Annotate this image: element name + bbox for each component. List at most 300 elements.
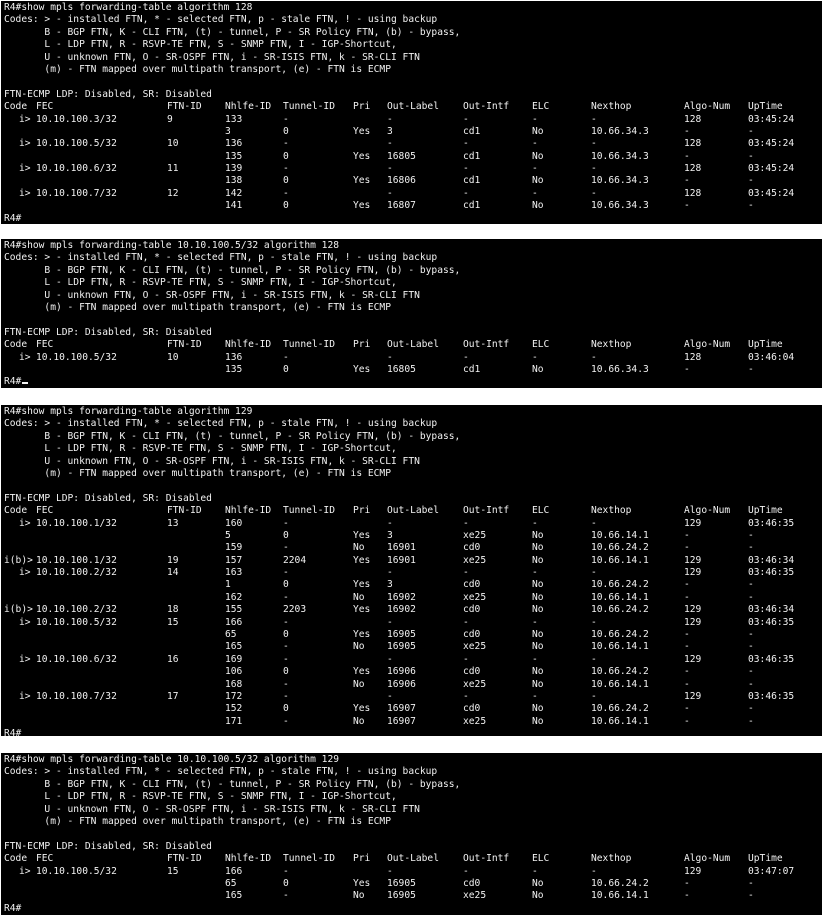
column-header: Nexthop bbox=[591, 505, 632, 517]
table-cell: - bbox=[748, 175, 754, 187]
table-cell: No bbox=[353, 591, 365, 603]
table-cell: 0 bbox=[283, 150, 289, 162]
table-row bbox=[4, 114, 819, 126]
table-row bbox=[4, 138, 819, 150]
codes-legend-line: U - unknown FTN, O - SR-OSPF FTN, i - SR-ISIS FTN, k - SR-CLI FTN bbox=[4, 803, 420, 815]
table-cell: - bbox=[684, 877, 690, 889]
codes-legend-line: (m) - FTN mapped over multipath transport, (e) - FTN is ECMP bbox=[4, 301, 391, 313]
table-cell: - bbox=[684, 715, 690, 727]
column-header: Tunnel-ID bbox=[283, 339, 335, 351]
table-cell: i> bbox=[19, 517, 31, 529]
column-header: Nhlfe-ID bbox=[225, 101, 272, 113]
table-cell: - bbox=[748, 200, 754, 212]
column-header: Tunnel-ID bbox=[283, 101, 335, 113]
table-cell: No bbox=[532, 363, 544, 375]
column-header: FEC bbox=[36, 853, 54, 865]
table-cell: - bbox=[283, 715, 289, 727]
table-cell: cd1 bbox=[463, 200, 481, 212]
prompt-line bbox=[4, 376, 819, 388]
table-cell: 0 bbox=[283, 363, 289, 375]
table-row bbox=[4, 866, 819, 878]
table-cell: 10.66.24.2 bbox=[591, 579, 649, 591]
table-cell: 106 bbox=[225, 666, 243, 678]
column-header: Out-Intf bbox=[463, 505, 510, 517]
codes-legend-line: (m) - FTN mapped over multipath transport, (e) - FTN is ECMP bbox=[4, 467, 391, 479]
table-cell: 03:45:24 bbox=[748, 163, 795, 175]
table-cell: Yes bbox=[353, 703, 371, 715]
table-cell: No bbox=[532, 542, 544, 554]
table-cell: No bbox=[532, 579, 544, 591]
ecmp-status-line: FTN-ECMP LDP: Disabled, SR: Disabled bbox=[4, 492, 212, 504]
table-cell: xe25 bbox=[463, 554, 487, 566]
column-header: FTN-ID bbox=[167, 853, 202, 865]
table-cell: - bbox=[532, 187, 538, 199]
table-row bbox=[4, 530, 819, 542]
table-cell: - bbox=[591, 567, 597, 579]
table-cell: 10.10.100.1/32 bbox=[36, 517, 117, 529]
table-cell: - bbox=[684, 529, 690, 541]
column-header: FEC bbox=[36, 505, 54, 517]
table-cell: 10.66.14.1 bbox=[591, 678, 649, 690]
table-cell: - bbox=[684, 200, 690, 212]
table-cell: 03:46:35 bbox=[748, 690, 795, 702]
column-header: Algo-Num bbox=[684, 101, 731, 113]
table-cell: 19 bbox=[167, 554, 179, 566]
table-cell: No bbox=[532, 554, 544, 566]
table-cell: No bbox=[532, 877, 544, 889]
table-cell: xe25 bbox=[463, 890, 487, 902]
table-cell: - bbox=[463, 163, 469, 175]
terminal-panel-algo-129[interactable] bbox=[1, 405, 822, 736]
table-row bbox=[4, 555, 819, 567]
column-header: ELC bbox=[532, 853, 550, 865]
table-cell: 0 bbox=[283, 703, 289, 715]
table-cell: i> bbox=[19, 865, 31, 877]
table-cell: 15 bbox=[167, 865, 179, 877]
table-cell: - bbox=[283, 616, 289, 628]
table-cell: 135 bbox=[225, 363, 243, 375]
column-header: FTN-ID bbox=[167, 339, 202, 351]
table-cell: - bbox=[684, 125, 690, 137]
table-header bbox=[4, 853, 819, 865]
table-cell: i> bbox=[19, 163, 31, 175]
codes-legend-line: B - BGP FTN, K - CLI FTN, (t) - tunnel, P - SR Policy FTN, (b) - bypass, bbox=[4, 778, 461, 790]
table-cell: Yes bbox=[353, 554, 371, 566]
table-row bbox=[4, 654, 819, 666]
table-cell: 10.66.14.1 bbox=[591, 641, 649, 653]
table-cell: No bbox=[353, 542, 365, 554]
table-cell: 9 bbox=[167, 113, 173, 125]
table-cell: Yes bbox=[353, 200, 371, 212]
table-cell: 138 bbox=[225, 175, 243, 187]
table-cell: - bbox=[684, 641, 690, 653]
codes-legend-line: B - BGP FTN, K - CLI FTN, (t) - tunnel, P - SR Policy FTN, (b) - bypass, bbox=[4, 430, 461, 442]
table-cell: 16905 bbox=[387, 877, 416, 889]
table-cell: 0 bbox=[283, 877, 289, 889]
table-cell: 10.10.100.2/32 bbox=[36, 604, 117, 616]
blank-line bbox=[4, 314, 819, 326]
codes-legend-line: Codes: > - installed FTN, * - selected FTN, p - stale FTN, ! - using backup bbox=[4, 418, 438, 430]
table-cell: cd0 bbox=[463, 542, 481, 554]
table-cell: 03:46:35 bbox=[748, 616, 795, 628]
table-cell: 16902 bbox=[387, 604, 416, 616]
codes-legend-line: U - unknown FTN, O - SR-OSPF FTN, i - SR-ISIS FTN, k - SR-CLI FTN bbox=[4, 289, 420, 301]
table-cell: - bbox=[684, 703, 690, 715]
prompt: R4# bbox=[4, 728, 22, 736]
column-header: Pri bbox=[353, 505, 371, 517]
table-cell: No bbox=[353, 641, 365, 653]
table-cell: 157 bbox=[225, 554, 243, 566]
prompt-line bbox=[4, 728, 819, 736]
column-header: Out-Label bbox=[387, 101, 439, 113]
table-cell: 03:46:34 bbox=[748, 554, 795, 566]
table-cell: 10.10.100.5/32 bbox=[36, 351, 117, 363]
table-cell: 16907 bbox=[387, 715, 416, 727]
table-cell: 129 bbox=[684, 567, 702, 579]
table-cell: - bbox=[591, 138, 597, 150]
table-cell: 0 bbox=[283, 175, 289, 187]
table-cell: - bbox=[748, 579, 754, 591]
table-cell: Yes bbox=[353, 529, 371, 541]
column-header: Out-Intf bbox=[463, 853, 510, 865]
table-cell: 03:46:35 bbox=[748, 567, 795, 579]
table-cell: - bbox=[748, 629, 754, 641]
table-cell: - bbox=[748, 641, 754, 653]
table-cell: - bbox=[283, 351, 289, 363]
table-cell: - bbox=[387, 138, 393, 150]
command-line: R4#show mpls forwarding-table 10.10.100.5/32 algorithm 128 bbox=[4, 240, 340, 251]
terminal-panel-fec-5-algo-129[interactable] bbox=[1, 753, 822, 915]
ecmp-status-line: FTN-ECMP LDP: Disabled, SR: Disabled bbox=[4, 326, 212, 338]
table-row bbox=[4, 878, 819, 890]
table-cell: - bbox=[591, 653, 597, 665]
table-cell: xe25 bbox=[463, 678, 487, 690]
table-cell: - bbox=[748, 363, 754, 375]
table-cell: cd0 bbox=[463, 629, 481, 641]
table-cell: Yes bbox=[353, 666, 371, 678]
table-cell: - bbox=[463, 138, 469, 150]
table-cell: xe25 bbox=[463, 715, 487, 727]
table-cell: - bbox=[463, 351, 469, 363]
column-header: Nhlfe-ID bbox=[225, 853, 272, 865]
table-cell: - bbox=[684, 579, 690, 591]
column-header: FTN-ID bbox=[167, 101, 202, 113]
table-cell: 10.66.14.1 bbox=[591, 591, 649, 603]
table-cell: i(b)> bbox=[4, 604, 33, 616]
table-cell: 155 bbox=[225, 604, 243, 616]
table-row bbox=[4, 567, 819, 579]
table-cell: No bbox=[353, 890, 365, 902]
table-cell: - bbox=[532, 616, 538, 628]
table-cell: 139 bbox=[225, 163, 243, 175]
table-cell: - bbox=[748, 715, 754, 727]
column-header: Code bbox=[4, 853, 28, 865]
table-cell: 162 bbox=[225, 591, 243, 603]
table-cell: No bbox=[532, 890, 544, 902]
table-cell: - bbox=[748, 877, 754, 889]
table-cell: xe25 bbox=[463, 641, 487, 653]
table-cell: - bbox=[532, 138, 538, 150]
table-cell: - bbox=[532, 865, 538, 877]
table-cell: - bbox=[387, 163, 393, 175]
table-cell: - bbox=[748, 890, 754, 902]
table-cell: 10.66.24.2 bbox=[591, 877, 649, 889]
table-header bbox=[4, 505, 819, 517]
table-cell: - bbox=[748, 678, 754, 690]
table-cell: - bbox=[283, 567, 289, 579]
table-cell: 16807 bbox=[387, 200, 416, 212]
table-cell: No bbox=[532, 125, 544, 137]
table-cell: cd0 bbox=[463, 604, 481, 616]
table-cell: - bbox=[532, 690, 538, 702]
table-cell: No bbox=[532, 200, 544, 212]
table-cell: 163 bbox=[225, 567, 243, 579]
blank-line bbox=[4, 76, 819, 88]
table-cell: 16906 bbox=[387, 666, 416, 678]
table-cell: 10.10.100.7/32 bbox=[36, 690, 117, 702]
table-cell: - bbox=[591, 187, 597, 199]
table-cell: 141 bbox=[225, 200, 243, 212]
table-cell: 129 bbox=[684, 865, 702, 877]
table-cell: 03:46:04 bbox=[748, 351, 795, 363]
codes-legend-line: L - LDP FTN, R - RSVP-TE FTN, S - SNMP FTN, I - IGP-Shortcut, bbox=[4, 39, 397, 51]
table-row bbox=[4, 542, 819, 554]
table-cell: - bbox=[283, 890, 289, 902]
table-cell: - bbox=[283, 678, 289, 690]
table-cell: 11 bbox=[167, 163, 179, 175]
table-cell: - bbox=[748, 591, 754, 603]
column-header: UpTime bbox=[748, 339, 783, 351]
table-cell: 129 bbox=[684, 554, 702, 566]
table-cell: 159 bbox=[225, 542, 243, 554]
table-cell: 129 bbox=[684, 517, 702, 529]
table-cell: 129 bbox=[684, 604, 702, 616]
table-cell: cd0 bbox=[463, 877, 481, 889]
table-cell: 16806 bbox=[387, 175, 416, 187]
table-cell: 16905 bbox=[387, 890, 416, 902]
column-header: Nexthop bbox=[591, 853, 632, 865]
table-cell: - bbox=[463, 567, 469, 579]
table-cell: 03:45:24 bbox=[748, 187, 795, 199]
table-cell: - bbox=[591, 616, 597, 628]
table-row bbox=[4, 890, 819, 902]
table-row bbox=[4, 703, 819, 715]
table-cell: 16902 bbox=[387, 591, 416, 603]
column-header: Nexthop bbox=[591, 101, 632, 113]
column-header: Tunnel-ID bbox=[283, 853, 335, 865]
table-row bbox=[4, 629, 819, 641]
table-row bbox=[4, 163, 819, 175]
table-cell: - bbox=[387, 567, 393, 579]
table-cell: 168 bbox=[225, 678, 243, 690]
table-cell: - bbox=[684, 890, 690, 902]
table-cell: 166 bbox=[225, 616, 243, 628]
table-cell: - bbox=[387, 865, 393, 877]
table-cell: - bbox=[532, 517, 538, 529]
table-cell: - bbox=[283, 641, 289, 653]
table-cell: - bbox=[283, 163, 289, 175]
table-cell: 10.66.14.1 bbox=[591, 890, 649, 902]
table-cell: 160 bbox=[225, 517, 243, 529]
table-cell: i> bbox=[19, 138, 31, 150]
column-header: Pri bbox=[353, 853, 371, 865]
table-cell: - bbox=[684, 629, 690, 641]
table-cell: 128 bbox=[684, 187, 702, 199]
table-cell: 65 bbox=[225, 629, 237, 641]
table-cell: 133 bbox=[225, 113, 243, 125]
cursor bbox=[22, 382, 28, 384]
column-header: ELC bbox=[532, 339, 550, 351]
column-header: Out-Intf bbox=[463, 339, 510, 351]
table-cell: Yes bbox=[353, 629, 371, 641]
table-cell: 16905 bbox=[387, 641, 416, 653]
table-cell: No bbox=[532, 629, 544, 641]
table-cell: No bbox=[532, 529, 544, 541]
table-cell: 129 bbox=[684, 616, 702, 628]
table-cell: - bbox=[387, 351, 393, 363]
table-cell: - bbox=[591, 517, 597, 529]
codes-legend-line: L - LDP FTN, R - RSVP-TE FTN, S - SNMP FTN, I - IGP-Shortcut, bbox=[4, 443, 397, 455]
table-row bbox=[4, 592, 819, 604]
table-cell: 3 bbox=[387, 125, 393, 137]
table-cell: 03:46:35 bbox=[748, 517, 795, 529]
table-row bbox=[4, 679, 819, 691]
column-header: FTN-ID bbox=[167, 505, 202, 517]
table-cell: 17 bbox=[167, 690, 179, 702]
table-cell: cd0 bbox=[463, 666, 481, 678]
table-cell: - bbox=[591, 690, 597, 702]
table-cell: 10.66.14.1 bbox=[591, 529, 649, 541]
table-cell: 166 bbox=[225, 865, 243, 877]
terminal-panel-algo-128[interactable] bbox=[1, 1, 822, 224]
table-cell: i> bbox=[19, 616, 31, 628]
prompt-line bbox=[4, 213, 819, 224]
table-cell: - bbox=[387, 517, 393, 529]
table-cell: xe25 bbox=[463, 591, 487, 603]
ecmp-status-line: FTN-ECMP LDP: Disabled, SR: Disabled bbox=[4, 88, 212, 100]
table-header bbox=[4, 101, 819, 113]
command-line: R4#show mpls forwarding-table 10.10.100.5/32 algorithm 129 bbox=[4, 754, 340, 765]
table-cell: - bbox=[748, 125, 754, 137]
table-cell: 03:46:34 bbox=[748, 604, 795, 616]
table-cell: 15 bbox=[167, 616, 179, 628]
table-cell: 3 bbox=[225, 125, 231, 137]
table-cell: - bbox=[684, 678, 690, 690]
table-cell: 128 bbox=[684, 138, 702, 150]
column-header: Nhlfe-ID bbox=[225, 505, 272, 517]
table-cell: - bbox=[463, 690, 469, 702]
table-cell: - bbox=[283, 187, 289, 199]
table-cell: - bbox=[591, 163, 597, 175]
table-cell: 16906 bbox=[387, 678, 416, 690]
table-cell: 10 bbox=[167, 138, 179, 150]
table-cell: No bbox=[532, 175, 544, 187]
table-cell: - bbox=[684, 363, 690, 375]
blank-line bbox=[4, 480, 819, 492]
table-cell: - bbox=[532, 113, 538, 125]
table-cell: 128 bbox=[684, 351, 702, 363]
table-cell: 03:45:24 bbox=[748, 138, 795, 150]
table-cell: No bbox=[353, 678, 365, 690]
table-cell: - bbox=[591, 865, 597, 877]
column-header: Out-Intf bbox=[463, 101, 510, 113]
column-header: Out-Label bbox=[387, 505, 439, 517]
table-cell: i> bbox=[19, 351, 31, 363]
table-row bbox=[4, 518, 819, 530]
table-cell: No bbox=[353, 715, 365, 727]
table-cell: - bbox=[748, 150, 754, 162]
table-cell: i> bbox=[19, 653, 31, 665]
codes-legend-line: U - unknown FTN, O - SR-OSPF FTN, i - SR-ISIS FTN, k - SR-CLI FTN bbox=[4, 455, 420, 467]
prompt-line bbox=[4, 903, 819, 915]
table-row bbox=[4, 364, 819, 376]
table-cell: 10.10.100.5/32 bbox=[36, 138, 117, 150]
table-cell: 10.66.24.2 bbox=[591, 604, 649, 616]
table-cell: 135 bbox=[225, 150, 243, 162]
table-cell: - bbox=[283, 113, 289, 125]
table-cell: xe25 bbox=[463, 529, 487, 541]
table-cell: 16905 bbox=[387, 629, 416, 641]
table-cell: - bbox=[463, 865, 469, 877]
table-row bbox=[4, 666, 819, 678]
table-cell: 10.10.100.5/32 bbox=[36, 616, 117, 628]
table-cell: 12 bbox=[167, 187, 179, 199]
table-cell: 16907 bbox=[387, 703, 416, 715]
table-row bbox=[4, 352, 819, 364]
table-cell: 10.66.14.1 bbox=[591, 715, 649, 727]
table-row bbox=[4, 151, 819, 163]
table-cell: 10.10.100.3/32 bbox=[36, 113, 117, 125]
table-cell: 16805 bbox=[387, 150, 416, 162]
codes-legend-line: L - LDP FTN, R - RSVP-TE FTN, S - SNMP FTN, I - IGP-Shortcut, bbox=[4, 791, 397, 803]
command-line: R4#show mpls forwarding-table algorithm 129 bbox=[4, 406, 253, 417]
table-cell: 10.10.100.7/32 bbox=[36, 187, 117, 199]
table-cell: - bbox=[684, 542, 690, 554]
terminal-panel-fec-5-algo-128[interactable] bbox=[1, 239, 822, 388]
table-cell: 10.10.100.1/32 bbox=[36, 554, 117, 566]
codes-legend-line: Codes: > - installed FTN, * - selected FTN, p - stale FTN, ! - using backup bbox=[4, 252, 438, 264]
table-cell: - bbox=[748, 542, 754, 554]
table-cell: Yes bbox=[353, 175, 371, 187]
table-cell: 2203 bbox=[283, 604, 307, 616]
command-line: R4#show mpls forwarding-table algorithm 128 bbox=[4, 2, 253, 13]
table-cell: 1 bbox=[225, 579, 231, 591]
table-cell: - bbox=[684, 591, 690, 603]
codes-legend-line: B - BGP FTN, K - CLI FTN, (t) - tunnel, P - SR Policy FTN, (b) - bypass, bbox=[4, 26, 461, 38]
table-cell: No bbox=[532, 604, 544, 616]
table-cell: cd1 bbox=[463, 175, 481, 187]
table-row bbox=[4, 641, 819, 653]
column-header: Out-Label bbox=[387, 339, 439, 351]
table-cell: 165 bbox=[225, 641, 243, 653]
column-header: Tunnel-ID bbox=[283, 505, 335, 517]
table-cell: cd0 bbox=[463, 579, 481, 591]
table-cell: - bbox=[748, 529, 754, 541]
table-cell: 10.66.14.1 bbox=[591, 554, 649, 566]
column-header: Code bbox=[4, 339, 28, 351]
table-cell: - bbox=[463, 616, 469, 628]
table-cell: 171 bbox=[225, 715, 243, 727]
table-cell: - bbox=[684, 666, 690, 678]
column-header: Out-Label bbox=[387, 853, 439, 865]
codes-legend-line: (m) - FTN mapped over multipath transport, (e) - FTN is ECMP bbox=[4, 815, 391, 827]
table-cell: 128 bbox=[684, 163, 702, 175]
table-cell: 129 bbox=[684, 690, 702, 702]
column-header: FEC bbox=[36, 101, 54, 113]
table-cell: - bbox=[283, 591, 289, 603]
ecmp-status-line: FTN-ECMP LDP: Disabled, SR: Disabled bbox=[4, 840, 212, 852]
table-cell: cd1 bbox=[463, 150, 481, 162]
